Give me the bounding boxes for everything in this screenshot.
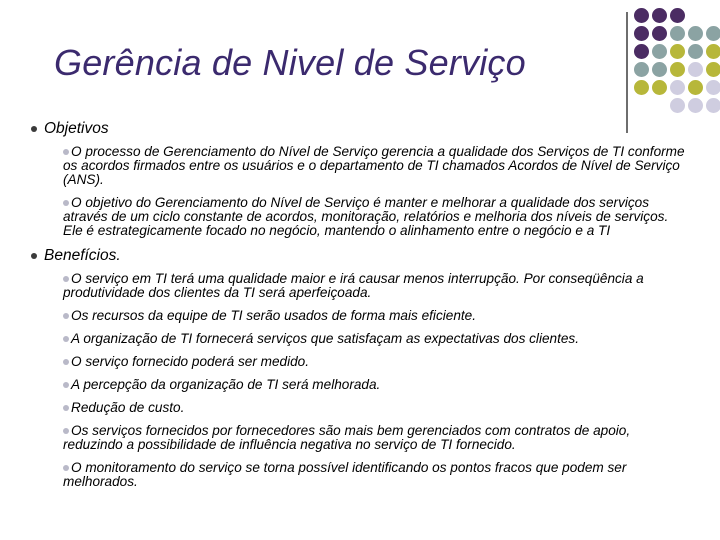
bullet-icon	[63, 382, 69, 388]
decorative-dot	[634, 8, 649, 23]
bullet-icon	[63, 276, 69, 282]
bullet-icon	[63, 359, 69, 365]
bullet-icon	[63, 313, 69, 319]
bullet-icon	[31, 126, 37, 132]
decorative-dot	[670, 98, 685, 113]
decorative-dot	[706, 26, 720, 41]
decorative-dot	[652, 62, 667, 77]
section-objetivos	[31, 120, 691, 138]
bullet-icon	[63, 428, 69, 434]
decorative-dot	[688, 44, 703, 59]
slide-body	[31, 120, 691, 489]
list-item: O processo de Gerenciamento do Nível de Serviço gerencia a qualidade dos Serviços de TI conforme os acordos firmados entre os usuários e o departamento de TI chamados Acordos de Nível de Serviço (ANS).	[63, 144, 685, 187]
decorative-dot	[706, 44, 720, 59]
list-item: O monitoramento do serviço se torna possível identificando os pontos fracos que podem ser melhorados.	[63, 460, 627, 489]
decorative-dot	[652, 80, 667, 95]
decorative-dot	[634, 62, 649, 77]
decorative-dot	[652, 44, 667, 59]
bullet-icon	[63, 405, 69, 411]
list-item: Os recursos da equipe de TI serão usados de forma mais eficiente.	[63, 309, 691, 323]
decorative-dot	[688, 98, 703, 113]
decorative-dot	[670, 26, 685, 41]
section-beneficios	[31, 247, 691, 265]
decorative-dot	[670, 8, 685, 23]
bullet-icon	[63, 465, 69, 471]
decorative-dot-grid	[634, 8, 720, 120]
list-item: O serviço em TI terá uma qualidade maior e irá causar menos interrupção. Por conseqüência a produtividade dos clientes da TI será aperfeiçoada.	[63, 271, 644, 300]
decorative-dot	[706, 80, 720, 95]
list-item: Os serviços fornecidos por fornecedores são mais bem gerenciados com contratos de apoio, reduzindo a possibilidade de influência negativa no serviço de TI fornecido.	[63, 423, 631, 452]
decorative-dot	[652, 26, 667, 41]
decorative-dot	[670, 44, 685, 59]
bullet-icon	[31, 253, 37, 259]
decorative-dot	[688, 80, 703, 95]
decorative-dot	[670, 80, 685, 95]
title-divider-line	[626, 12, 628, 133]
list-item: O serviço fornecido poderá ser medido.	[63, 355, 691, 369]
section-heading: Benefícios.	[44, 247, 121, 264]
bullet-icon	[63, 149, 69, 155]
bullet-icon	[63, 336, 69, 342]
list-item: Redução de custo.	[63, 401, 691, 415]
decorative-dot	[634, 80, 649, 95]
decorative-dot	[706, 98, 720, 113]
decorative-dot	[634, 26, 649, 41]
list-item: O objetivo do Gerenciamento do Nível de Serviço é manter e melhorar a qualidade dos serviços através de um ciclo constante de acordos, monitoração, relatórios e melhoria dos níveis de serviços. Ele é estrategicamente focado no negócio, mantendo o alinhamento entre o negócio e a TI	[63, 195, 669, 238]
decorative-dot	[634, 44, 649, 59]
decorative-dot	[706, 62, 720, 77]
list-item: A organização de TI fornecerá serviços que satisfaçam as expectativas dos clientes.	[63, 332, 691, 346]
slide-title: Gerência de Nivel de Serviço	[54, 42, 526, 83]
decorative-dot	[670, 62, 685, 77]
decorative-dot	[688, 62, 703, 77]
list-item: A percepção da organização de TI será melhorada.	[63, 378, 691, 392]
bullet-icon	[63, 200, 69, 206]
section-heading: Objetivos	[44, 120, 109, 137]
decorative-dot	[652, 8, 667, 23]
decorative-dot	[688, 26, 703, 41]
